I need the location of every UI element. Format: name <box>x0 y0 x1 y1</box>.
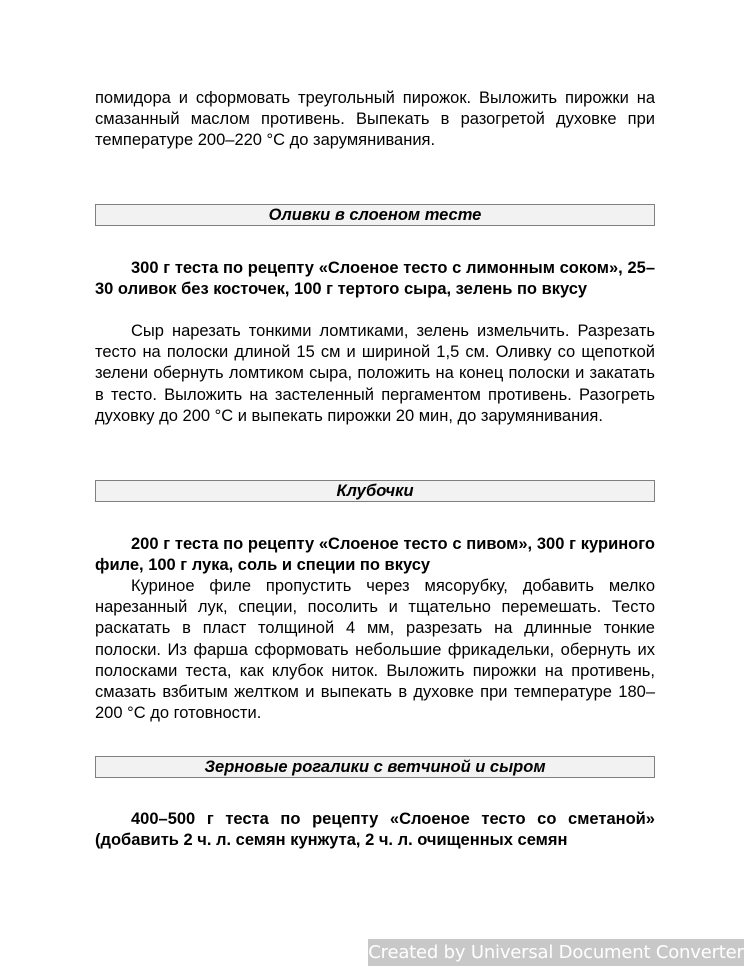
instructions-olives: Сыр нарезать тонкими ломтиками, зелень измельчить. Разрезать тесто на полоски длиной 15 см и шириной 1,5 см. Оливку со щепоткой зелени обернуть ломтиком сыра, положить на конец полоски и закатать в тесто. Выложить на застеленный пергаментом противень. Разогреть духовку до 200 °С и выпекать пирожки 20 мин, до зарумянивания. <box>95 322 655 425</box>
ingredients-klubochki: 200 г теста по рецепту «Слоеное тесто с пивом», 300 г куриного филе, 100 г лука, соль и специи по вкусу <box>95 535 655 575</box>
watermark-banner: Created by Universal Document Converter <box>368 939 744 966</box>
intro-paragraph: помидора и сформовать треугольный пирожок. Выложить пирожки на смазанный маслом противень. Выпекать в разогретой духовке при температуре 200–220 °С до зарумянивания. <box>95 89 655 150</box>
instructions-klubochki: Куриное филе пропустить через мясорубку, добавить мелко нарезанный лук, специи, посолить и тщательно перемешать. Тесто раскатать в пласт толщиной 4 мм, разрезать на длинные тонкие полоски. Из фарша сформовать небольшие фрикадельки, обернуть их полосками теста, как клубок ниток. Выложить пирожки на противень, смазать взбитым желтком и выпекать в духовке при температуре 180–200 °С до готовности. <box>95 577 655 723</box>
section-title-rogaliki: Зерновые рогалики с ветчиной и сыром <box>95 756 655 778</box>
section-title-olives: Оливки в слоеном тесте <box>95 204 655 226</box>
ingredients-rogaliki: 400–500 г теста по рецепту «Слоеное тесто со сметаной» (добавить 2 ч. л. семян кунжута, 2 ч. л. очищенных семян <box>95 810 655 850</box>
section-title-klubochki: Клубочки <box>95 480 655 502</box>
ingredients-olives: 300 г теста по рецепту «Слоеное тесто с лимонным соком», 25–30 оливок без косточек, 100 г тертого сыра, зелень по вкусу <box>95 259 655 299</box>
